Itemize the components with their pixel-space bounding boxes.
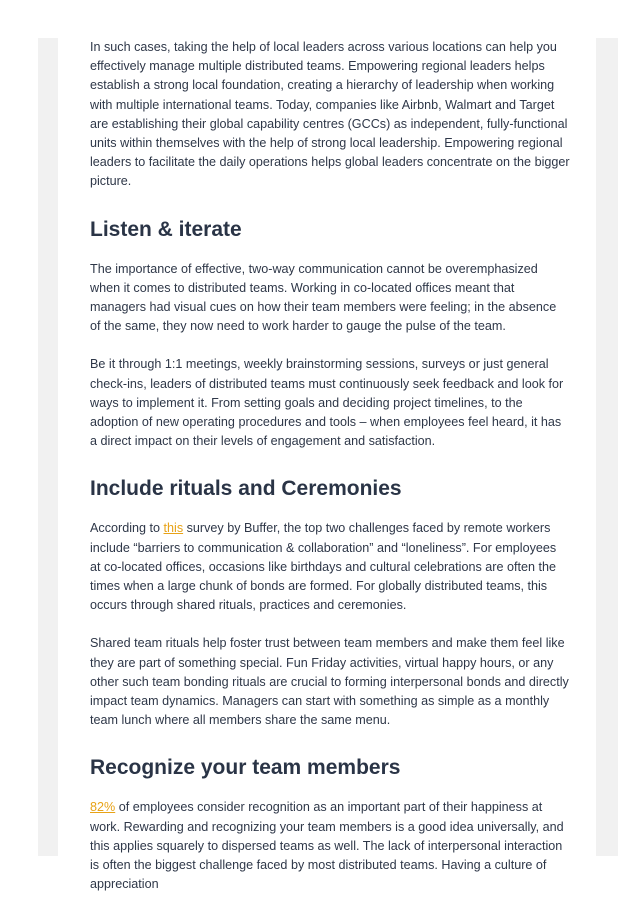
paragraph-text: of employees consider recognition as an important part of their happiness at work. Rewarding and recognizing your team members is a good idea universally, and this applies squarely to dispersed teams as well. The lack of interpersonal interaction is often the biggest challenge faced by most distributed teams. Having a culture of appreciation <box>90 800 564 892</box>
left-margin-bar <box>38 38 58 856</box>
article-body <box>90 38 570 895</box>
recognition-stat-link[interactable]: 82% <box>90 800 116 815</box>
right-scrollbar-track[interactable] <box>596 38 618 856</box>
heading-rituals-ceremonies: Include rituals and Ceremonies <box>90 477 402 501</box>
paragraph-recognition <box>90 798 570 894</box>
buffer-survey-link[interactable]: this <box>163 521 184 536</box>
paragraph-text: survey by Buffer, the top two challenges faced by remote workers include “barriers to communication & collaboration” and “loneliness”. For employees at co-located offices, occasions like birthdays and cultural celebrations are often the times when a large chunk of bonds are formed. For globally distributed teams, this occurs through shared rituals, practices and ceremonies. <box>90 521 557 613</box>
paragraph-feedback: Be it through 1:1 meetings, weekly brainstorming sessions, surveys or just general check-ins, leaders of distributed teams must continuously seek feedback and look for ways to implement it. From setting goals and deciding project timelines, to the adoption of new operating procedures and tools – when employees feel heard, it has a direct impact on their levels of engagement and satisfaction. <box>90 357 564 449</box>
paragraph-team-rituals: Shared team rituals help foster trust between team members and make them feel like they are part of something special. Fun Friday activities, virtual happy hours, or any other such team bonding rituals are crucial to forming interpersonal bonds and directly impact team dynamics. Managers can start with something as simple as a monthly team lunch where all members share the same menu. <box>90 636 569 728</box>
heading-recognize-team: Recognize your team members <box>90 756 401 780</box>
paragraph-text: According to <box>90 521 164 536</box>
paragraph-communication: The importance of effective, two-way communication cannot be overemphasized when it comes to distributed teams. Working in co-located offices meant that managers had visual cues on how their team members were feeling; in the absence of the same, they now need to work harder to gauge the pulse of the team. <box>90 261 557 334</box>
paragraph-buffer-survey <box>90 519 570 615</box>
paragraph-local-leaders: In such cases, taking the help of local leaders across various locations can help you effectively manage multiple distributed teams. Empowering regional leaders helps establish a strong local foundation, creating a hierarchy of leadership when working with multiple international teams. Today, companies like Airbnb, Walmart and Target are establishing their global capability centres (GCCs) as independent, fully-functional units within themselves with the help of strong local leadership. Empowering regional leaders to facilitate the daily operations helps global leaders concentrate on the bigger picture. <box>90 40 570 189</box>
heading-listen-iterate: Listen & iterate <box>90 217 242 241</box>
